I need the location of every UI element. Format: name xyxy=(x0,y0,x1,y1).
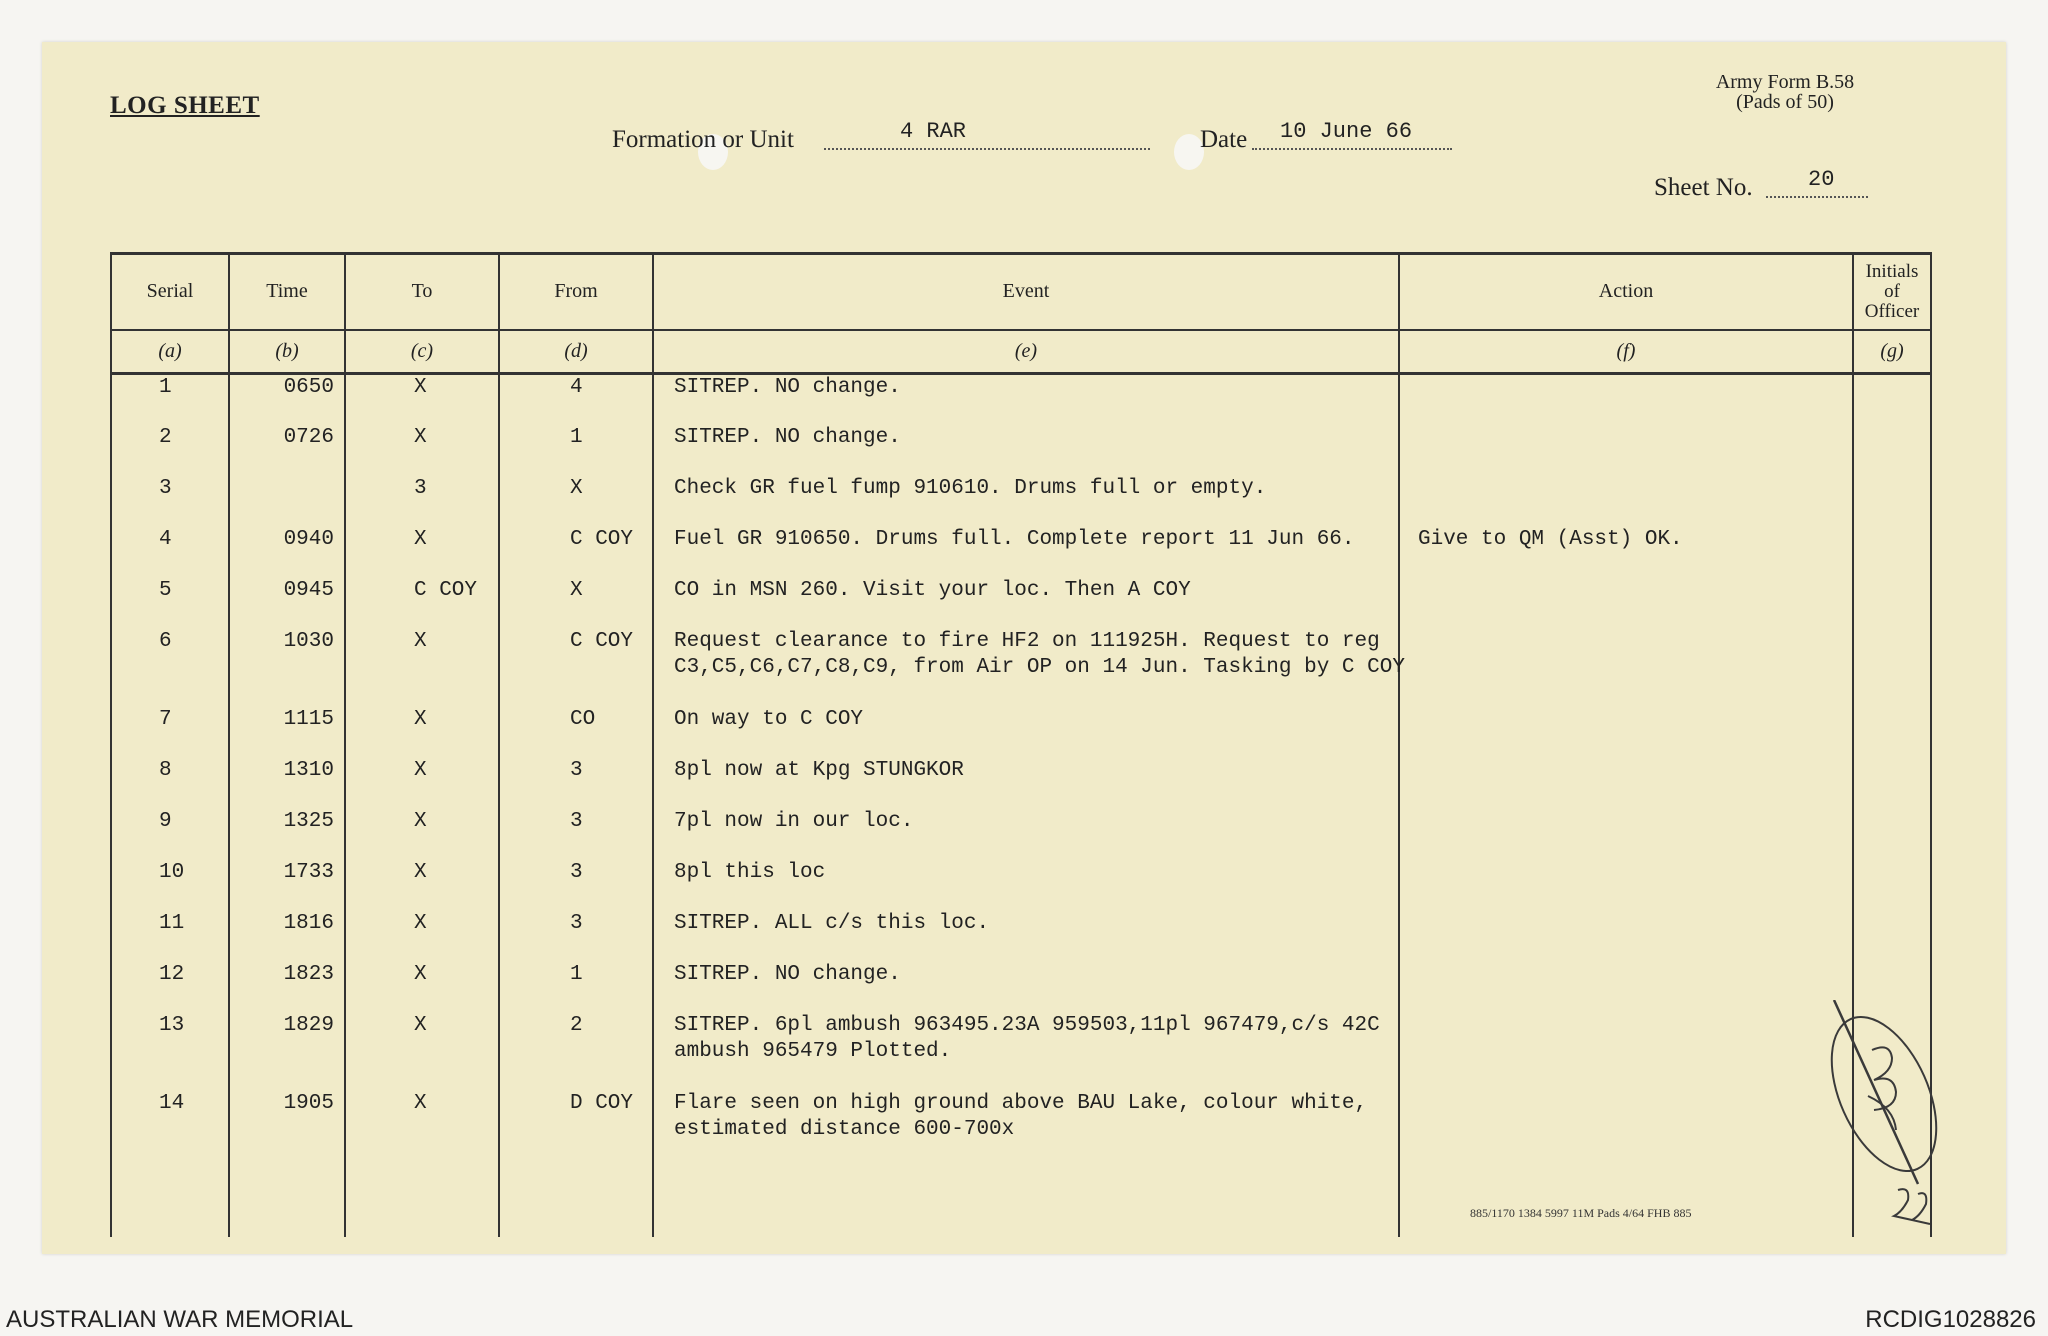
col-header-time: Time xyxy=(229,254,345,330)
event-line: 8pl this loc xyxy=(674,860,826,884)
cell-time: 1325 xyxy=(229,809,345,860)
cell-to: X xyxy=(345,425,499,476)
cell-initials xyxy=(1853,809,1931,860)
cell-action xyxy=(1399,1013,1853,1091)
log-table xyxy=(110,252,1932,1237)
archive-reference: RCDIG1028826 xyxy=(1865,1306,2036,1333)
cell-event xyxy=(653,809,1399,860)
event-line: CO in MSN 260. Visit your loc. Then A COY xyxy=(674,578,1191,602)
cell-time: 1733 xyxy=(229,860,345,911)
table-row xyxy=(111,578,1931,629)
cell-serial: 11 xyxy=(111,911,229,962)
initials-officer: Officer xyxy=(1864,300,1920,322)
table-row xyxy=(111,707,1931,758)
cell-to: X xyxy=(345,527,499,578)
event-line: SITREP. NO change. xyxy=(674,376,901,399)
empty-cell xyxy=(499,1169,653,1238)
col-header-to: To xyxy=(345,254,499,330)
event-line: 7pl now in our loc. xyxy=(674,809,914,833)
log-entries xyxy=(111,374,1931,1238)
cell-from: 3 xyxy=(499,809,653,860)
event-line: SITREP. NO change. xyxy=(674,962,901,986)
cell-initials xyxy=(1853,374,1931,425)
table-row xyxy=(111,374,1931,425)
cell-from: 4 xyxy=(499,374,653,425)
formation-field xyxy=(824,118,1150,150)
cell-time: 1823 xyxy=(229,962,345,1013)
cell-event xyxy=(653,911,1399,962)
cell-to: X xyxy=(345,758,499,809)
cell-initials xyxy=(1853,758,1931,809)
cell-action xyxy=(1399,578,1853,629)
table-row xyxy=(111,476,1931,527)
col-letter-d: (d) xyxy=(499,330,653,374)
formation-label: Formation or Unit xyxy=(612,126,794,153)
army-form-pads: (Pads of 50) xyxy=(1736,91,1834,113)
empty-cell xyxy=(345,1169,499,1238)
cell-from: 3 xyxy=(499,758,653,809)
cell-time: 0940 xyxy=(229,527,345,578)
cell-initials xyxy=(1853,527,1931,578)
table-filler-row xyxy=(111,1169,1931,1238)
cell-serial: 14 xyxy=(111,1091,229,1169)
log-sheet-title: LOG SHEET xyxy=(110,92,260,119)
cell-time: 0650 xyxy=(229,374,345,425)
date-field xyxy=(1252,118,1452,150)
col-header-serial: Serial xyxy=(111,254,229,330)
event-line: Flare seen on high ground above BAU Lake, colour white, xyxy=(674,1091,1368,1115)
cell-from: CO xyxy=(499,707,653,758)
cell-action xyxy=(1399,911,1853,962)
cell-event xyxy=(653,629,1405,707)
column-header-row xyxy=(111,254,1931,330)
cell-time: 1030 xyxy=(229,629,345,707)
cell-serial: 7 xyxy=(111,707,229,758)
cell-to: X xyxy=(345,374,499,425)
cell-from: 1 xyxy=(499,425,653,476)
cell-serial: 3 xyxy=(111,476,229,527)
printer-code: 885/1170 1384 5997 11M Pads 4/64 FHB 885 xyxy=(1470,1206,1692,1220)
col-letter-g: (g) xyxy=(1853,330,1931,374)
table-row xyxy=(111,911,1931,962)
army-form-number: Army Form B.58 xyxy=(1715,71,1855,93)
event-line: On way to C COY xyxy=(674,707,864,731)
cell-to: X xyxy=(345,911,499,962)
archive-label: AUSTRALIAN WAR MEMORIAL xyxy=(6,1306,354,1333)
cell-time: 1310 xyxy=(229,758,345,809)
cell-action xyxy=(1399,1091,1853,1169)
event-line: ambush 965479 Plotted. xyxy=(674,1039,952,1063)
cell-action xyxy=(1399,962,1853,1013)
cell-time: 1905 xyxy=(229,1091,345,1169)
col-header-initials xyxy=(1853,254,1931,330)
cell-from: 2 xyxy=(499,1013,653,1091)
army-form-label xyxy=(1680,72,1890,112)
cell-event xyxy=(653,1013,1399,1091)
cell-from: 3 xyxy=(499,860,653,911)
table-row xyxy=(111,962,1931,1013)
event-line: SITREP. NO change. xyxy=(674,425,901,449)
cell-initials xyxy=(1853,860,1931,911)
table-row xyxy=(111,425,1931,476)
cell-to: 3 xyxy=(345,476,499,527)
event-line: Request clearance to fire HF2 on 111925H. Request to reg xyxy=(674,629,1380,653)
sheet-number-label: Sheet No. xyxy=(1654,174,1753,201)
col-letter-a: (a) xyxy=(111,330,229,374)
col-letter-f: (f) xyxy=(1399,330,1853,374)
table-row xyxy=(111,1091,1931,1169)
cell-time: 1816 xyxy=(229,911,345,962)
cell-serial: 5 xyxy=(111,578,229,629)
cell-to: X xyxy=(345,1013,499,1091)
formation-value: 4 RAR xyxy=(900,119,967,144)
event-line: Check GR fuel fump 910610. Drums full or empty. xyxy=(674,476,1267,500)
cell-from: 1 xyxy=(499,962,653,1013)
table-row xyxy=(111,527,1931,578)
cell-event xyxy=(653,860,1399,911)
table-row xyxy=(111,1013,1931,1091)
cell-from: C COY xyxy=(499,629,653,707)
initials-of: of xyxy=(1884,280,1900,302)
cell-initials xyxy=(1853,707,1931,758)
event-line: Fuel GR 910650. Drums full. Complete report 11 Jun 66. xyxy=(674,527,1355,551)
cell-event xyxy=(653,1091,1399,1169)
cell-action xyxy=(1399,629,1853,707)
cell-serial: 1 xyxy=(111,374,229,425)
cell-serial: 10 xyxy=(111,860,229,911)
cell-event xyxy=(653,374,1399,425)
col-header-event: Event xyxy=(653,254,1399,330)
col-header-action: Action xyxy=(1399,254,1853,330)
col-letter-b: (b) xyxy=(229,330,345,374)
cell-time: 1829 xyxy=(229,1013,345,1091)
cell-time: 0726 xyxy=(229,425,345,476)
cell-initials xyxy=(1853,629,1931,707)
col-letter-e: (e) xyxy=(653,330,1399,374)
cell-from: D COY xyxy=(499,1091,653,1169)
cell-action xyxy=(1399,809,1853,860)
cell-to: C COY xyxy=(345,578,499,629)
event-line: SITREP. ALL c/s this loc. xyxy=(674,911,990,935)
sheet-number-field xyxy=(1766,166,1868,198)
event-line: estimated distance 600-700x xyxy=(674,1117,1015,1141)
cell-initials xyxy=(1853,425,1931,476)
table-row xyxy=(111,629,1931,707)
date-label: Date xyxy=(1200,126,1248,153)
empty-cell xyxy=(1399,1169,1853,1238)
empty-cell xyxy=(111,1169,229,1238)
col-header-from: From xyxy=(499,254,653,330)
cell-serial: 8 xyxy=(111,758,229,809)
cell-event xyxy=(653,578,1399,629)
cell-time: 0945 xyxy=(229,578,345,629)
cell-serial: 12 xyxy=(111,962,229,1013)
cell-action xyxy=(1399,425,1853,476)
cell-event xyxy=(653,962,1399,1013)
cell-serial: 4 xyxy=(111,527,229,578)
officer-initials-mark xyxy=(1822,1000,1962,1240)
sheet-number-value: 20 xyxy=(1808,167,1835,192)
table-row xyxy=(111,809,1931,860)
cell-event xyxy=(653,425,1399,476)
cell-serial: 6 xyxy=(111,629,229,707)
cell-event xyxy=(653,758,1399,809)
initials-word: Initials xyxy=(1865,260,1919,282)
cell-initials xyxy=(1853,578,1931,629)
table-row xyxy=(111,758,1931,809)
cell-time xyxy=(229,476,345,527)
cell-action xyxy=(1399,476,1853,527)
cell-time: 1115 xyxy=(229,707,345,758)
cell-initials xyxy=(1853,476,1931,527)
cell-to: X xyxy=(345,1091,499,1169)
event-line: SITREP. 6pl ambush 963495.23A 959503,11pl 967479,c/s 42C xyxy=(674,1013,1380,1037)
cell-initials xyxy=(1853,911,1931,962)
empty-cell xyxy=(653,1169,1399,1238)
event-line: C3,C5,C6,C7,C8,C9, from Air OP on 14 Jun. Tasking by C COY xyxy=(674,655,1405,679)
cell-from: X xyxy=(499,476,653,527)
cell-serial: 2 xyxy=(111,425,229,476)
cell-event xyxy=(653,527,1399,578)
cell-action xyxy=(1399,860,1853,911)
cell-to: X xyxy=(345,707,499,758)
table-row xyxy=(111,860,1931,911)
cell-to: X xyxy=(345,860,499,911)
cell-from: X xyxy=(499,578,653,629)
col-letter-c: (c) xyxy=(345,330,499,374)
cell-from: C COY xyxy=(499,527,653,578)
event-line: 8pl now at Kpg STUNGKOR xyxy=(674,758,964,782)
cell-action xyxy=(1399,758,1853,809)
cell-action xyxy=(1399,707,1853,758)
cell-serial: 9 xyxy=(111,809,229,860)
cell-from: 3 xyxy=(499,911,653,962)
cell-serial: 13 xyxy=(111,1013,229,1091)
cell-event xyxy=(653,707,1399,758)
empty-cell xyxy=(229,1169,345,1238)
cell-to: X xyxy=(345,962,499,1013)
cell-to: X xyxy=(345,809,499,860)
cell-event xyxy=(653,476,1399,527)
cell-action xyxy=(1399,374,1853,425)
column-letter-row xyxy=(111,330,1931,374)
cell-action: Give to QM (Asst) OK. xyxy=(1399,527,1853,578)
cell-to: X xyxy=(345,629,499,707)
date-value: 10 June 66 xyxy=(1280,119,1413,144)
